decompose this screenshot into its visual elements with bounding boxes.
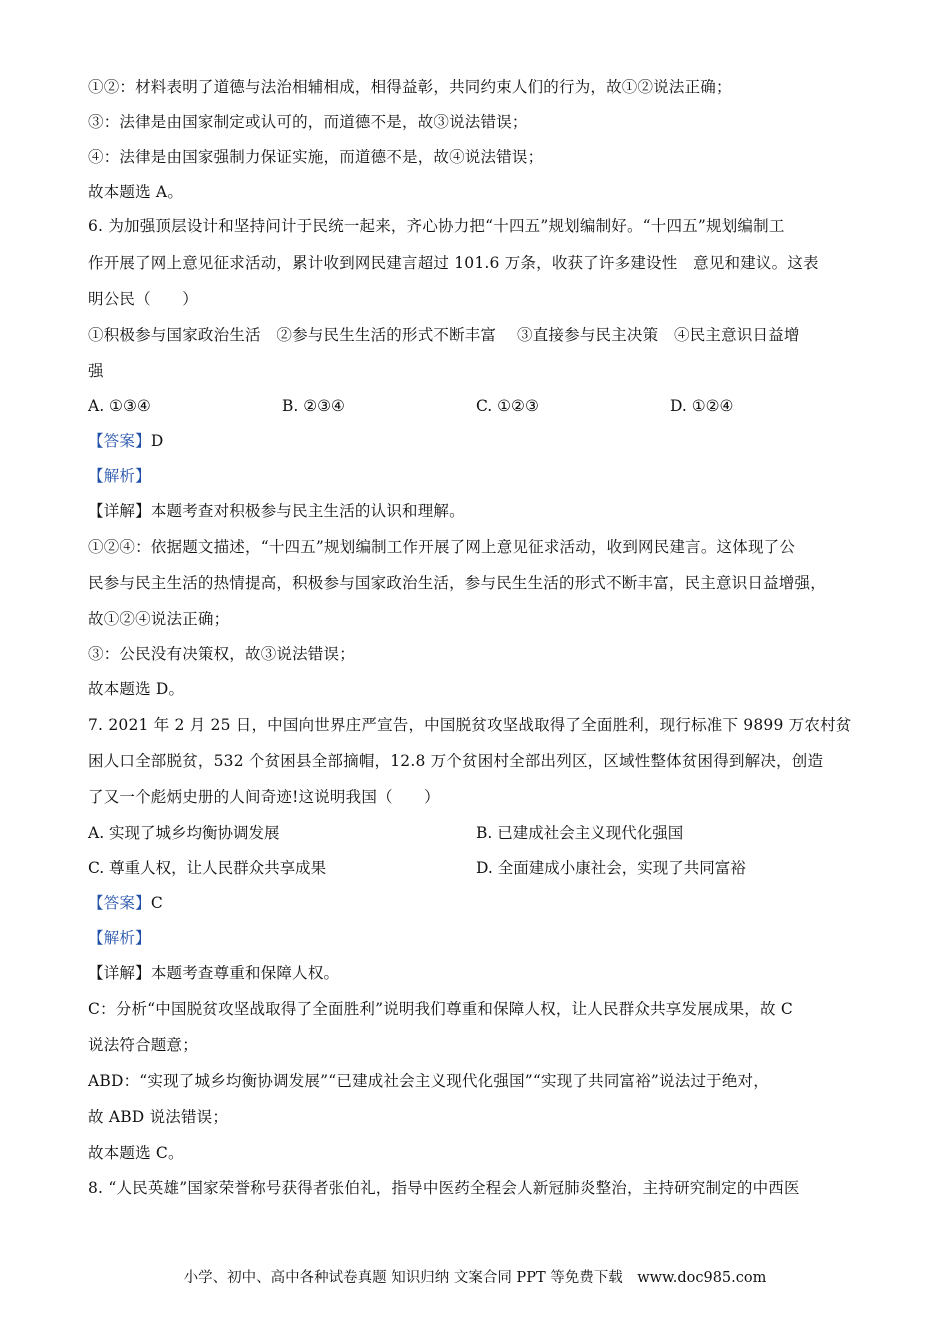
q6-explanation-line: ③：公民没有决策权，故③说法错误； [88,645,355,663]
answer-tag: 【答案】 [88,894,151,912]
q7-stem: 了又一个彪炳史册的人间奇迹!这说明我国（ ） [88,788,440,806]
q6-option-c: C. ①②③ [476,397,539,415]
q6-explanation-line: 民参与民主生活的热情提高，积极参与国家政治生活，参与民生生活的形式不断丰富，民主意识日益增强， [88,574,826,592]
prev-explanation-line: ④：法律是由国家强制力保证实施，而道德不是，故④说法错误； [88,148,544,166]
q6-explanation-line: 故①②④说法正确； [88,610,230,628]
answer-value: C [150,894,163,912]
q7-analysis-tag: 【解析】 [88,929,151,947]
detail-tag: 【详解】 [88,502,151,520]
q7-conclusion: 故本题选 C。 [88,1144,184,1162]
q6-stem: 明公民（ ） [88,290,198,308]
answer-tag: 【答案】 [88,432,151,450]
detail-text: 本题考查对积极参与民主生活的认识和理解。 [150,502,465,520]
q7-detail [88,962,339,984]
q7-answer [88,892,163,914]
q6-statements: ①积极参与国家政治生活 ②参与民生生活的形式不断丰富 ③直接参与民主决策 ④民主意识日益增 [88,326,800,344]
detail-text: 本题考查尊重和保障人权。 [150,964,340,982]
q6-option-a: A. ①③④ [88,397,151,415]
q6-conclusion: 故本题选 D。 [88,680,185,698]
q7-option-b: B. 已建成社会主义现代化强国 [476,824,684,842]
q7-explanation-line: 说法符合题意； [88,1036,198,1054]
q6-answer [88,430,163,452]
q8-stem: 8. “人民英雄”国家荣誉称号获得者张伯礼，指导中医药全程会人新冠肺炎整治，主持研究制定的中西医 [88,1179,800,1197]
q6-stem: 6. 为加强顶层设计和坚持问计于民统一起来，齐心协力把“十四五”规划编制好。“十四五”规划编制工 [88,217,785,235]
q6-detail [88,500,465,522]
q7-stem: 困人口全部脱贫，532 个贫困县全部摘帽，12.8 万个贫困村全部出列区，区域性整体贫困得到解决，创造 [88,752,824,770]
q7-explanation-line: ABD：“实现了城乡均衡协调发展”“已建成社会主义现代化强国”“实现了共同富裕”说法过于绝对， [88,1072,769,1090]
q7-explanation-line: 故 ABD 说法错误； [88,1108,229,1126]
q7-explanation-line: C：分析“中国脱贫攻坚战取得了全面胜利”说明我们尊重和保障人权，让人民群众共享发展成果，故 C [88,1000,793,1018]
q7-option-c: C. 尊重人权，让人民群众共享成果 [88,859,327,877]
q7-option-d: D. 全面建成小康社会，实现了共同富裕 [476,859,746,877]
q6-analysis-tag: 【解析】 [88,467,151,485]
prev-conclusion: 故本题选 A。 [88,183,184,201]
detail-tag: 【详解】 [88,964,151,982]
q6-option-d: D. ①②④ [670,397,734,415]
prev-explanation-line: ①②：材料表明了道德与法治相辅相成，相得益彰，共同约束人们的行为，故①②说法正确； [88,78,732,96]
q7-stem: 7. 2021 年 2 月 25 日，中国向世界庄严宣告，中国脱贫攻坚战取得了全面胜利，现行标准下 9899 万农村贫 [88,716,852,734]
answer-value: D [150,432,164,450]
q6-stem: 作开展了网上意见征求活动，累计收到网民建言超过 101.6 万条，收获了许多建设性 意见和建议。这表 [88,254,819,272]
prev-explanation-line: ③：法律是由国家制定或认可的，而道德不是，故③说法错误； [88,113,528,131]
q7-option-a: A. 实现了城乡均衡协调发展 [88,824,280,842]
q6-statements: 强 [88,362,104,380]
q6-explanation-line: ①②④：依据题文描述，“十四五”规划编制工作开展了网上意见征求活动，收到网民建言。这体现了公 [88,538,796,556]
page-footer: 小学、初中、高中各种试卷真题 知识归纳 文案合同 PPT 等免费下载 www.doc985.com [183,1270,767,1286]
q6-option-b: B. ②③④ [282,397,345,415]
